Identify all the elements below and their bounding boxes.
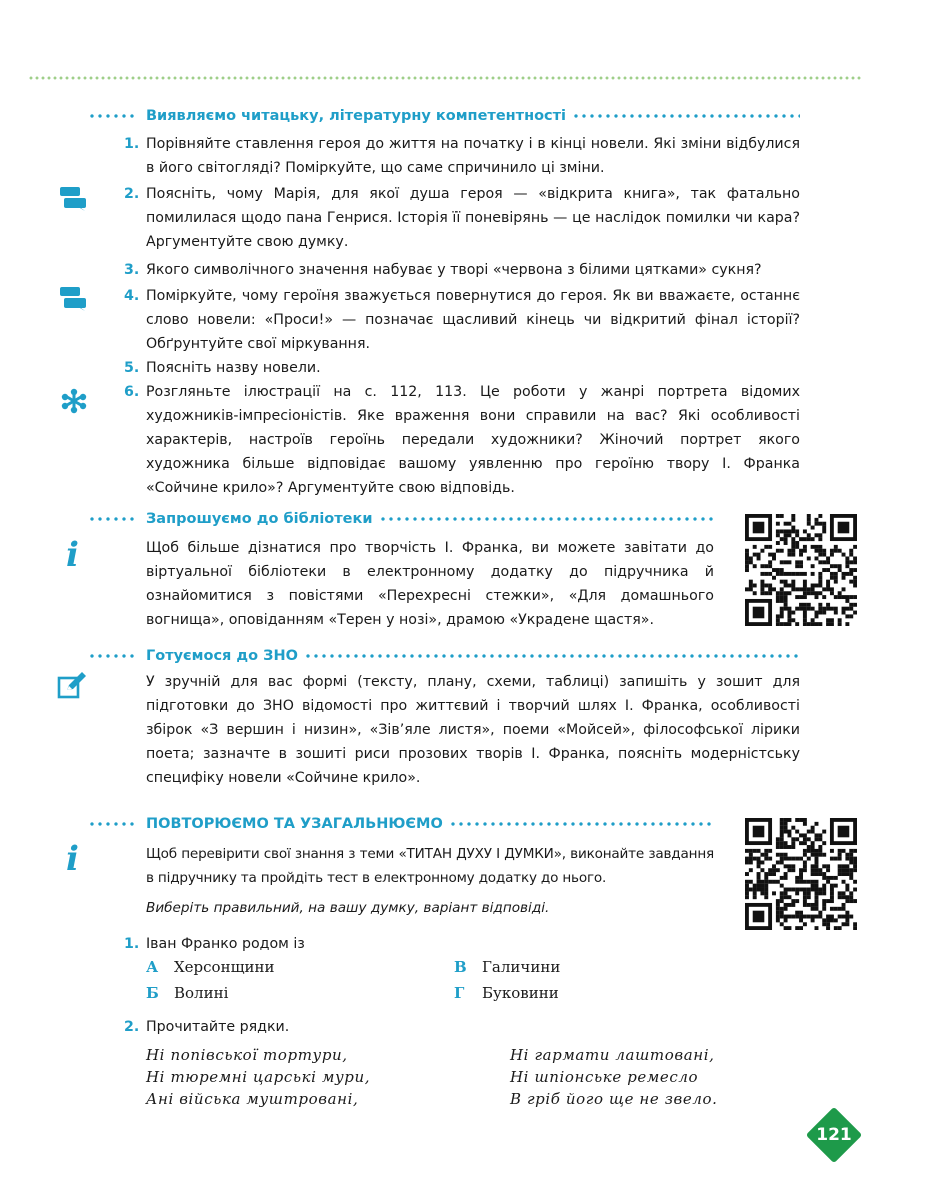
question-item bbox=[124, 932, 800, 956]
discussion-icon bbox=[60, 287, 86, 311]
section-header-competence bbox=[88, 106, 800, 126]
task-number: 3. bbox=[124, 262, 140, 278]
question-item bbox=[124, 1015, 800, 1039]
answer-option-b[interactable] bbox=[146, 981, 228, 1005]
task-number: 2. bbox=[124, 186, 140, 202]
header-dots bbox=[449, 821, 713, 827]
discussion-icon bbox=[60, 187, 86, 211]
option-letter: В bbox=[454, 958, 467, 976]
header-dots bbox=[572, 113, 800, 119]
task-number: 1. bbox=[124, 136, 140, 152]
section-title: Готуємося до ЗНО bbox=[146, 648, 298, 664]
task-item bbox=[124, 284, 800, 356]
section-header-library bbox=[88, 509, 713, 529]
option-text: Буковини bbox=[482, 984, 559, 1002]
section-header-review bbox=[88, 814, 713, 834]
library-text: Щоб більше дізнатися про творчість І. Франка, ви можете завітати до віртуальної бібліотеки в електронному додатку до підручника й ознайомитися з повістями «Перехресні стежки», «Для домашнього вогнища», оповіданням «Терен у нозі», драмою «Украдене щастя». bbox=[146, 540, 714, 628]
header-dots bbox=[379, 516, 714, 522]
question-text: Іван Франко родом із bbox=[146, 936, 305, 952]
poem-line: Ні попівської тортури, bbox=[146, 1046, 348, 1064]
task-item bbox=[124, 356, 800, 380]
task-number: 6. bbox=[124, 384, 140, 400]
question-number: 2. bbox=[124, 1019, 140, 1035]
poem-line: Ні гармати лаштовані, bbox=[510, 1046, 715, 1064]
task-number: 4. bbox=[124, 288, 140, 304]
task-text: Поясніть, чому Марія, для якої душа героя — «відкрита книга», так фатально помилилася щодо пана Генрися. Історія її поневірянь — це наслідок помилки чи кара? Аргументуйте свою думку. bbox=[146, 186, 800, 250]
info-icon: i bbox=[66, 839, 79, 879]
answer-option-v[interactable] bbox=[454, 955, 560, 979]
zno-text: У зручній для вас формі (тексту, плану, схеми, таблиці) запишіть у зошит для підготовки до ЗНО відомості про життєвий і творчий шлях І. Франка, особливості збірок «З вершин і низин», «Зів’яле листя», поеми «Мойсей», філософської лірики поета; зазначте в зошиті риси прозових творів І. Франка, поясніть модерністську специфіку новели «Сойчине крило». bbox=[146, 674, 800, 786]
header-dots bbox=[88, 113, 136, 119]
task-text: Поясніть назву новели. bbox=[146, 360, 321, 376]
poem-right bbox=[510, 1044, 718, 1110]
poem-line: В гріб його ще не звело. bbox=[510, 1090, 718, 1108]
review-instruction: Виберіть правильний, на вашу думку, варіант відповіді. bbox=[146, 900, 550, 916]
header-dots bbox=[88, 653, 136, 659]
review-text: Щоб перевірити свої знання з теми «ТИТАН ДУХУ І ДУМКИ», виконайте завдання в підручнику та пройдіть тест в електронному додатку до нього. bbox=[146, 846, 714, 886]
section-title: Запрошуємо до бібліотеки bbox=[146, 511, 373, 527]
task-item bbox=[124, 132, 800, 180]
section-header-zno bbox=[88, 646, 800, 666]
option-letter: Б bbox=[146, 984, 159, 1002]
question-text: Прочитайте рядки. bbox=[146, 1019, 290, 1035]
answer-option-g[interactable] bbox=[454, 981, 559, 1005]
task-text: Порівняйте ставлення героя до життя на початку і в кінці новели. Які зміни відбулися в його світогляді? Поміркуйте, що саме спричинило ці зміни. bbox=[146, 136, 800, 176]
task-item bbox=[124, 258, 800, 282]
poem-line: Ні шпіонське ремесло bbox=[510, 1068, 699, 1086]
option-letter: А bbox=[146, 958, 159, 976]
option-text: Волині bbox=[174, 984, 229, 1002]
info-icon: i bbox=[66, 535, 79, 575]
header-dots bbox=[88, 821, 136, 827]
option-text: Херсонщини bbox=[174, 958, 275, 976]
task-text: Розгляньте ілюстрації на с. 112, 113. Це роботи у жанрі портрета відомих художників-імпресіоністів. Яке враження вони справили на вас? Які особливості характерів, настроїв героїнь передали художники? Жіночий портрет якого художника більше відповідає вашому уявленню про героїню твору І. Франка «Сойчине крило»? Аргументуйте свою відповідь. bbox=[146, 384, 800, 496]
qr-code-test[interactable] bbox=[745, 818, 857, 930]
page-number: 121 bbox=[816, 1125, 852, 1145]
poem-line: Ні тюремні царські мури, bbox=[146, 1068, 371, 1086]
task-number: 5. bbox=[124, 360, 140, 376]
poem-line: Ані війська муштровані, bbox=[146, 1090, 359, 1108]
header-dots bbox=[304, 653, 800, 659]
task-item bbox=[124, 380, 800, 500]
option-letter: Г bbox=[454, 984, 465, 1002]
task-item bbox=[124, 182, 800, 254]
section-title: ПОВТОРЮЄМО ТА УЗАГАЛЬНЮЄМО bbox=[146, 816, 443, 832]
page-number-badge bbox=[806, 1107, 862, 1163]
qr-code-library[interactable] bbox=[745, 514, 857, 626]
top-divider bbox=[28, 75, 862, 81]
task-text: Якого символічного значення набуває у творі «червона з білими цятками» сукня? bbox=[146, 262, 762, 278]
option-text: Галичини bbox=[482, 958, 561, 976]
poem-left bbox=[146, 1044, 370, 1110]
section-title: Виявляємо читацьку, літературну компетентності bbox=[146, 108, 567, 124]
creative-task-icon bbox=[60, 387, 88, 415]
header-dots bbox=[88, 516, 136, 522]
question-number: 1. bbox=[124, 936, 140, 952]
answer-option-a[interactable] bbox=[146, 955, 275, 979]
task-text: Поміркуйте, чому героїня зважується повернутися до героя. Як ви вважаєте, останнє слово новели: «Проси!» — позначає щасливий кінець чи відкритий фінал історії? Обґрунтуйте свої міркування. bbox=[146, 288, 800, 352]
edit-note-icon bbox=[57, 672, 87, 700]
